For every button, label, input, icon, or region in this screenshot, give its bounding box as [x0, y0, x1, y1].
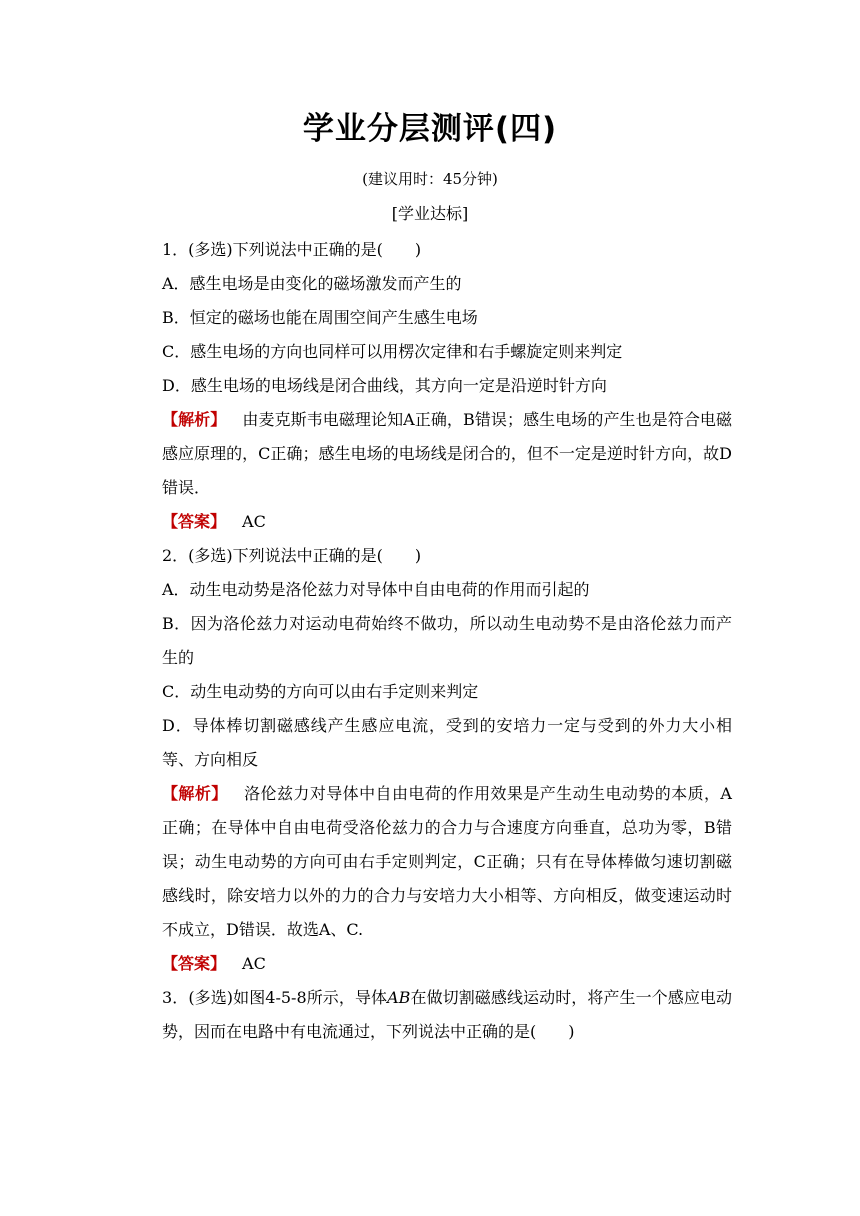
q2-option-c: C．动生电动势的方向可以由右手定则来判定 — [162, 682, 479, 701]
q1-option-c: C．感生电场的方向也同样可以用楞次定律和右手螺旋定则来判定 — [162, 342, 623, 361]
analysis-tag: 【解析】 — [162, 410, 227, 429]
q1-answer-value: AC — [242, 512, 266, 531]
q3-stem-pre: 3．(多选)如图4-5-8所示，导体 — [162, 988, 388, 1007]
q1-analysis — [130, 403, 732, 505]
q3-stem — [130, 981, 732, 1049]
q2-option-b: B．因为洛伦兹力对运动电荷始终不做功，所以动生电动势不是由洛伦兹力而产生的 — [162, 614, 732, 667]
q1-answer — [130, 505, 732, 539]
q2-analysis-text: 洛伦兹力对导体中自由电荷的作用效果是产生动生电动势的本质，A正确；在导体中自由电荷受洛伦兹力的合力与合速度方向垂直，总功为零，B错误；动生电动势的方向可由右手定则判定，C正确；只有在导体棒做匀速切割磁感线时，除安培力以外的力的合力与安培力大小相等、方向相反，做变速运动时不成立，D错误．故选A、C. — [162, 784, 732, 939]
q2-option-d: D．导体棒切割磁感线产生感应电流，受到的安培力一定与受到的外力大小相等、方向相反 — [162, 716, 732, 769]
q1-option-d: D．感生电场的电场线是闭合曲线，其方向一定是沿逆时针方向 — [162, 376, 607, 395]
q2-answer — [130, 947, 732, 981]
q2-stem: 2．(多选)下列说法中正确的是( ) — [162, 546, 422, 565]
answer-tag: 【答案】 — [162, 512, 227, 531]
q1-option-b: B．恒定的磁场也能在周围空间产生感生电场 — [162, 308, 478, 327]
q3-stem-post: 在做切割磁感线运动时，将产生一个感应电动势，因而在电路中有电流通过，下列说法中正确的是( ) — [162, 988, 732, 1041]
q1-option-a: A．感生电场是由变化的磁场激发而产生的 — [162, 274, 462, 293]
section-heading: [学业达标] — [391, 204, 469, 223]
q2-analysis — [130, 777, 732, 947]
answer-tag: 【答案】 — [162, 954, 227, 973]
page-title: 学业分层测评(四) — [302, 111, 558, 147]
q3-stem-var: AB — [387, 988, 411, 1007]
question-body — [130, 233, 732, 1049]
time-suggestion: (建议用时：45分钟) — [362, 170, 498, 188]
q1-analysis-text: 由麦克斯韦电磁理论知A正确，B错误；感生电场的产生也是符合电磁感应原理的，C正确；感生电场的电场线是闭合的，但不一定是逆时针方向，故D错误． — [162, 410, 732, 497]
q2-answer-value: AC — [242, 954, 266, 973]
analysis-tag: 【解析】 — [162, 784, 228, 803]
q2-option-a: A．动生电动势是洛伦兹力对导体中自由电荷的作用而引起的 — [162, 580, 590, 599]
q1-stem: 1．(多选)下列说法中正确的是( ) — [162, 240, 422, 259]
